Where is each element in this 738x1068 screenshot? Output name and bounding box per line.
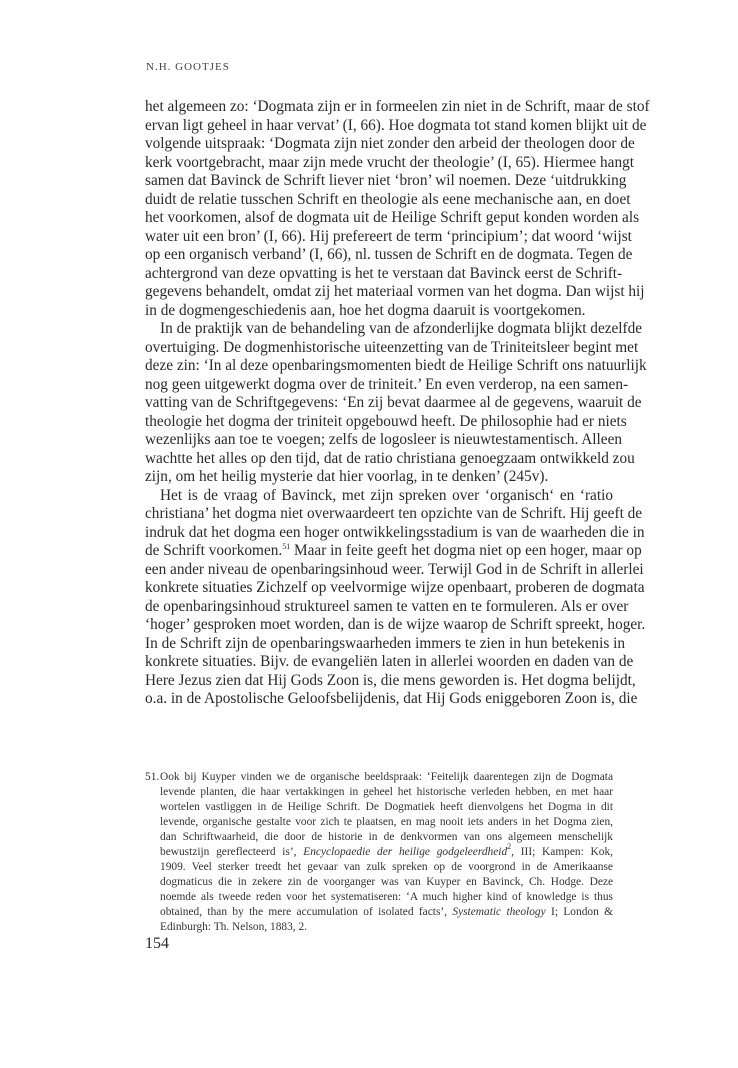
paragraph	[145, 98, 650, 320]
text-line: In de praktijk van de behandeling van de afzonderlijke dogmata blijkt dezelfde	[160, 320, 643, 337]
running-head: N.H. GOOTJES	[146, 61, 230, 73]
text-line: Ook bij Kuyper vinden we de organische beeldspraak: ‘Feitelijk daarentegen zijn de Dogmata	[160, 771, 613, 783]
text-line: het voorkomen, alsof de dogmata uit de Heilige Schrift geput konden worden als	[145, 209, 640, 226]
text-line: noemde als tweede reden voor het systematiseren: ‘A much higher kind of knowledge is thus	[160, 891, 613, 903]
text-line: kerk voortgebracht, maar zijn mede vrucht der theologie’ (I, 65). Hiermee hangt	[145, 153, 635, 171]
footnote-number: 51.	[145, 771, 160, 783]
footnote-reference: 51	[282, 542, 291, 551]
text-line: volgende uitspraak: ‘Dogmata zijn niet zonder den arbeid der theologen door de	[145, 135, 635, 152]
text-line: 1909. Veel sterker treedt het gevaar van zulk spreken op de voorgrond in de Amerikaanse	[160, 861, 613, 873]
text-line: wortelen vastliggen in de Heilige Schrift. De Dogmatiek heeft dienvolgens het Dogma in dit	[160, 801, 613, 813]
footnote-reference: 2	[507, 842, 512, 851]
paragraph	[145, 320, 647, 487]
text-line: gegevens behandelt, omdat zij het materiaal vormen van het dogma. Dan wijst hij	[145, 283, 645, 300]
text-line: wachtte het alles op den tijd, dat de ratio christiana genoegzaam ontwikkeld zou	[145, 449, 635, 467]
text-line: overtuiging. De dogmenhistorische uiteenzetting van de Triniteitsleer begint met	[145, 338, 639, 356]
text-line: o.a. in de Apostolische Geloofsbelijdenis, dat Hij Gods eniggeboren Zoon is, die	[145, 690, 638, 707]
text-line: vatting van de Schriftgegevens: ‘En zij bevat daarmee al de gegevens, waaruit de	[145, 394, 642, 411]
text-line	[145, 542, 642, 561]
text-line: indruk dat het dogma een hoger ontwikkelingsstadium is van de waarheden die in	[145, 523, 645, 541]
text-line: water uit een bron’ (I, 66). Hij prefereert de term ‘principium’; dat woord ‘wijst	[145, 227, 632, 245]
paragraph	[145, 486, 646, 709]
text-segment: Maar in feite geeft het dogma niet op een hoger, maar op	[290, 542, 642, 559]
text-line: ‘hoger’ gesproken moet worden, dan is de wijze waarop de Schrift spreekt, hoger.	[145, 616, 646, 633]
italic-title: Encyclopaedie der heilige godgeleerdheid	[303, 846, 508, 858]
text-line: op een organisch verband’ (I, 66), nl. tussen de Schrift en de dogmata. Tegen de	[145, 246, 633, 263]
text-segment: obtained, than by the mere accumulation of isolated facts’,	[160, 906, 453, 918]
text-line	[160, 842, 613, 860]
text-line: zijn, om het heilig mysterie dat hier voorlag, in te denken’ (245v).	[145, 468, 549, 485]
text-line: achtergrond van deze opvatting is het te verstaan dat Bavinck eerst de Schrift-	[145, 264, 623, 282]
text-line: de openbaringsinhoud struktureel samen te vatten en te formuleren. Als er over	[145, 597, 629, 615]
text-line: deze zin: ‘In al deze openbaringsmomenten biedt de Heilige Schrift ons natuurlijk	[145, 357, 647, 374]
text-line: het algemeen zo: ‘Dogmata zijn er in formeelen zin niet in de Schrift, maar de stof	[145, 98, 650, 115]
text-line: dogmaticus die in zekere zin de voorganger was van Kuyper en Bavinck, Ch. Hodge. Deze	[160, 876, 613, 888]
footnote	[145, 770, 613, 935]
text-segment: bewustzijn gereflecteerd is’,	[160, 846, 304, 858]
text-line: een ander niveau de openbaringsinhoud weer. Terwijl God in de Schrift in allerlei	[145, 560, 644, 578]
text-line: duidt de relatie tusschen Schrift en theologie als eene mechanische aan, en doet	[145, 190, 631, 208]
page-number: 154	[145, 935, 169, 952]
text-line: in de dogmengeschiedenis aan, hoe het dogma daaruit is voortgekomen.	[145, 301, 586, 319]
text-line: Het is de vraag of Bavinck, met zijn spreken over ‘organisch‘ en ‘ratio	[160, 486, 613, 504]
italic-title: Systematic theology	[452, 906, 546, 918]
text-line: dan Schriftwaarheid, die door de historie in de denkvormen van ons algemeen menschelijk	[160, 831, 613, 843]
text-line: Here Jezus zien dat Hij Gods Zoon is, die mens geworden is. Het dogma belijdt,	[145, 671, 636, 689]
text-line: konkrete situaties. Bijv. de evangeliën laten in allerlei woorden en daden van de	[145, 653, 634, 670]
footnotes	[145, 770, 613, 935]
text-line: konkrete situaties Zichzelf op veelvormige wijze openbaart, proberen de dogmata	[145, 579, 645, 596]
text-line: Edinburgh: Th. Nelson, 1883, 2.	[160, 921, 308, 933]
text-line: theologie het dogma der triniteit opgebouwd heeft. De philosophie had er niets	[145, 412, 627, 430]
text-line: levende planten, die haar vertakkingen in geheel het historische verleden hebben, en met haar	[160, 786, 613, 798]
text-line: In de Schrift zijn de openbaringswaarheden immers te zien in hun betekenis in	[145, 634, 625, 652]
body-text	[145, 98, 650, 709]
text-line: ervan ligt geheel in haar vervat’ (I, 66). Hoe dogmata tot stand komen blijkt uit de	[145, 116, 647, 134]
text-segment: I; London &	[545, 906, 613, 918]
text-line: samen dat Bavinck de Schrift liever niet ‘bron’ wil noemen. Deze ‘uitdrukking	[145, 172, 627, 189]
text-line: christiana’ het dogma niet overwaardeert ten opzichte van de Schrift. Hij geeft de	[145, 505, 643, 522]
text-segment: de Schrift voorkomen.	[145, 542, 283, 559]
text-line: wezenlijks aan toe te voegen; zelfs de logosleer is nieuwtestamentisch. Alleen	[145, 431, 623, 448]
text-line: levende, organische gestalte voor zich te plaatsen, en mag nooit iets anders in het Dogma zien,	[160, 816, 613, 828]
text-segment: , III; Kampen: Kok,	[511, 846, 613, 858]
text-line	[160, 905, 613, 920]
text-line: nog geen uitgewerkt dogma over de triniteit.’ En even verderop, na een samen-	[145, 375, 629, 393]
